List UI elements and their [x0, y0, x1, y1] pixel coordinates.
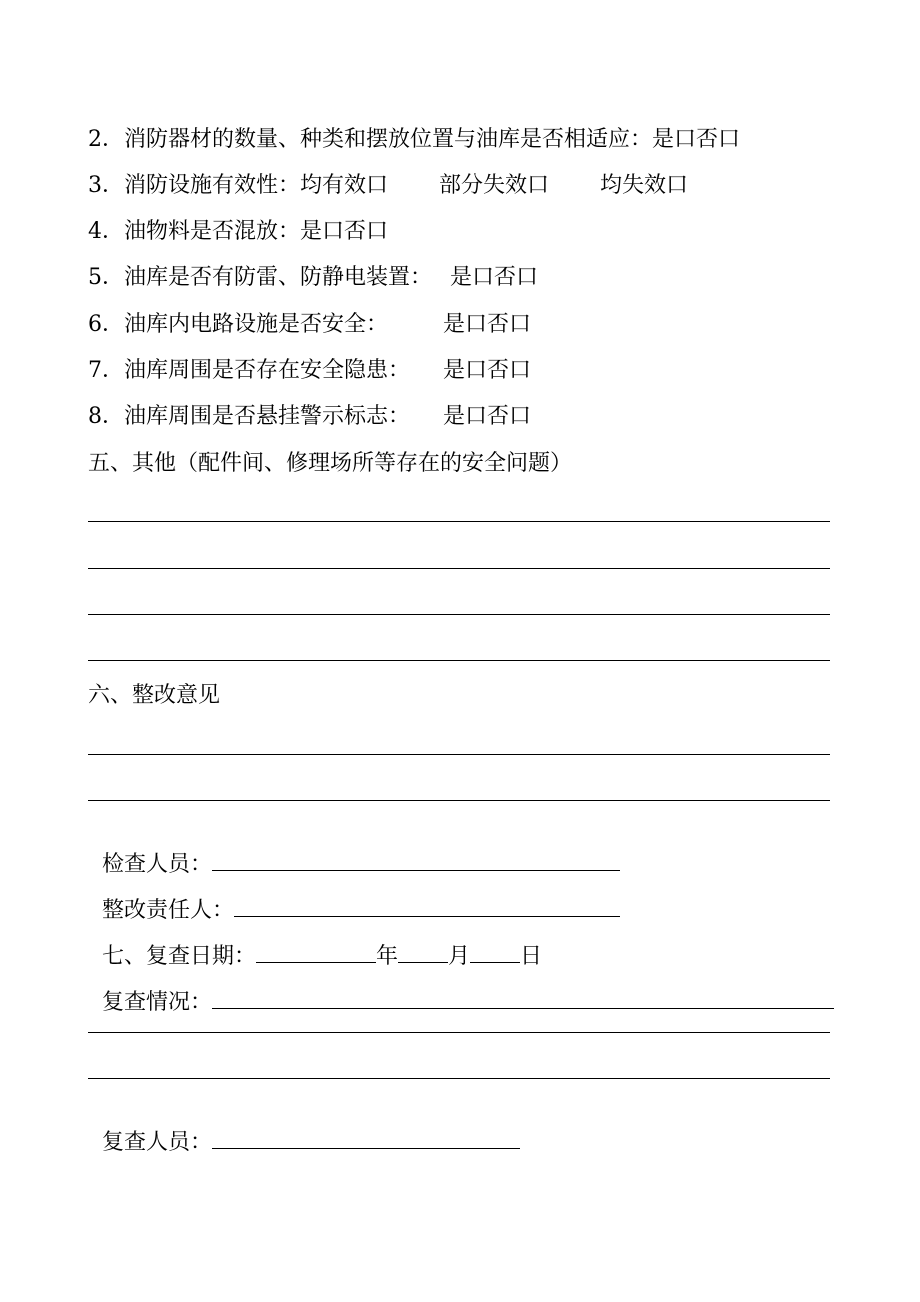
other-issues-line-2[interactable] — [88, 568, 830, 569]
responsible-label: 整改责任人： — [102, 898, 235, 923]
section-5-title: 五、其他（配件间、修理场所等存在的安全问题） — [88, 451, 573, 476]
item-6: 6．油库内电路设施是否安全： 是口否口 — [88, 312, 531, 337]
recheck-status-row — [88, 960, 834, 1017]
rechecker-row — [88, 1100, 520, 1157]
recheck-status-label: 复查情况： — [102, 990, 213, 1015]
rechecker-field[interactable] — [212, 1128, 520, 1149]
item-2: 2．消防器材的数量、种类和摆放位置与油库是否相适应：是口否口 — [88, 127, 740, 152]
recheck-status-line-3[interactable] — [88, 1078, 830, 1079]
day-label: 日 — [520, 944, 543, 969]
other-issues-line-3[interactable] — [88, 614, 830, 615]
rectification-line-1[interactable] — [88, 754, 830, 755]
other-issues-line-1[interactable] — [88, 521, 830, 522]
year-label: 年 — [376, 944, 399, 969]
item-3: 3．消防设施有效性：均有效口 部分失效口 均失效口 — [88, 173, 688, 198]
recheck-status-line-2[interactable] — [88, 1032, 830, 1033]
rechecker-label: 复查人员： — [102, 1130, 213, 1155]
item-8: 8．油库周围是否悬挂警示标志： 是口否口 — [88, 404, 531, 429]
other-issues-line-4[interactable] — [88, 660, 830, 661]
recheck-date-label: 七、复查日期： — [102, 944, 257, 969]
rectification-line-2[interactable] — [88, 800, 830, 801]
inspector-label: 检查人员： — [102, 852, 213, 877]
month-label: 月 — [448, 944, 471, 969]
item-4: 4．油物料是否混放：是口否口 — [88, 219, 388, 244]
recheck-status-field[interactable] — [212, 988, 834, 1009]
item-5: 5．油库是否有防雷、防静电装置： 是口否口 — [88, 265, 538, 290]
item-7: 7．油库周围是否存在安全隐患： 是口否口 — [88, 358, 531, 383]
section-6-title: 六、整改意见 — [88, 683, 221, 708]
